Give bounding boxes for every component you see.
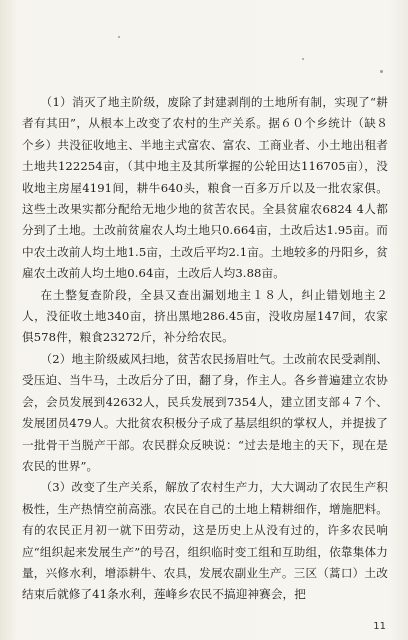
scan-speck [118, 36, 120, 38]
scan-speck [380, 70, 383, 73]
paragraph-1: （1）消灭了地主阶级，废除了封建剥削的土地所有制，实现了“耕者有其田”，从根本上改变了农村的生产关系。据６０个乡统计（缺８个乡）共没征收地主、半地主式富农、富农、工商业者、小土地出租者土地共122254亩，（其中地主及其所掌握的公轮田达116705亩），没收地主房屋4191间，耕牛640头，粮食一百多万斤以及一批农家俱。这些土改果实都分配给无地少地的贫苦农民。全县贫雇农6824 4人都分到了土地。土改前贫雇农人均土地只0.664亩，土改后达1.95亩。而中农土改前人均土地1.5亩，土改后平均2.1亩。土地较多的丹阳乡，贫雇农土改前人均土地0.64亩，土改后人均3.88亩。 [22, 95, 388, 281]
paragraph-3: （2）地主阶级威风扫地，贫苦农民扬眉吐气。土改前农民受剥削、受压迫、当牛马，土改后分了田，翻了身，作主人。各乡普遍建立农协会，会员发展到42632人，民兵发展到7354人，建立团支部４７个、发展团员479人。大批贫农积极分子成了基层组织的掌权人，并提拔了一批骨干当脱产干部。农民群众反映说：“过去是地主的天下，现在是农民的世界”。 [22, 351, 388, 473]
page-number: 11 [373, 621, 386, 632]
paragraph-2: 在土整复查阶段，全县又查出漏划地主１８人，纠止错划地主２人，没征收土地340亩，挤出黑地286.45亩，没收房屋147间，农家俱578件，粮食23272斤，补分给农民。 [22, 287, 388, 345]
paragraph-4: （3）改变了生产关系，解放了农村生产力，大大调动了农民生产积极性，生产热情空前高涨。农民在自己的土地上精耕细作，增施肥料。有的农民正月初一就下田劳动，这是历史上从没有过的，许多农民响应“组织起来发展生产”的号召，组织临时变工组和互助组，依靠集体力量，兴修水利，增添耕牛、农具，发展农副业生产。三区（蒿口）土改结束后就修了41条水利，莲峰乡农民不搞迎神赛会，把 [22, 480, 388, 602]
body-text [22, 92, 388, 606]
scan-speck [302, 58, 304, 60]
